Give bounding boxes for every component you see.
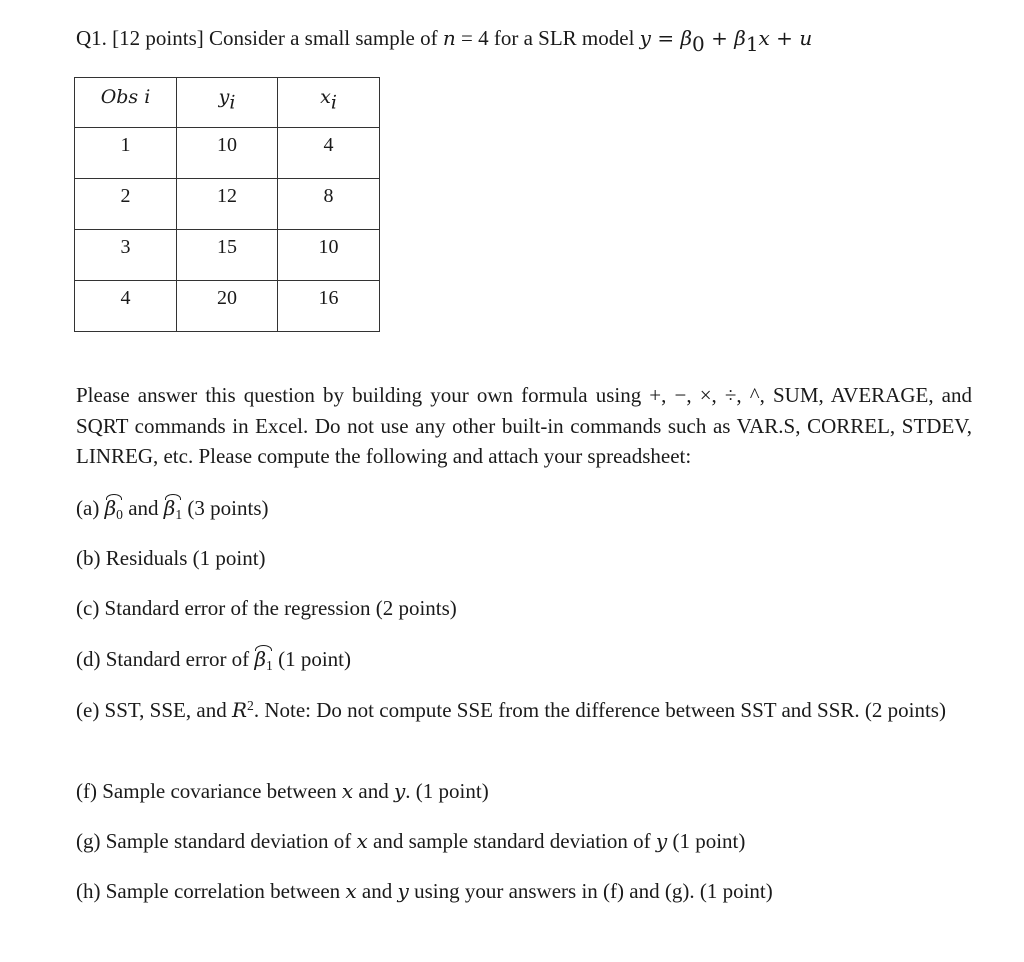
- model-u: u: [799, 26, 813, 50]
- cell-x: 16: [278, 281, 380, 332]
- item-c: (c) Standard error of the regression (2 points): [76, 596, 457, 620]
- cell-y: 10: [177, 128, 278, 179]
- item-f: (f) Sample covariance between x and y. (1 point): [76, 779, 489, 803]
- header-y: $y_i$: [177, 78, 278, 128]
- beta0-symbol: β: [680, 26, 693, 50]
- cell-x: 10: [278, 230, 380, 281]
- cell-obs: 4: [75, 281, 177, 332]
- table-row: [75, 230, 380, 281]
- beta1-hat: $\beta_1$: [254, 644, 272, 674]
- model-x: x: [758, 26, 770, 50]
- beta0-hat: $\beta_0$: [105, 493, 123, 523]
- beta1-subscript: 1: [745, 32, 759, 56]
- cell-obs: 2: [75, 179, 177, 230]
- cell-x: 8: [278, 179, 380, 230]
- beta1-symbol: β: [734, 26, 746, 50]
- n-variable: n: [442, 26, 456, 50]
- item-h: (h) Sample correlation between x and y using your answers in (f) and (g). (1 point): [76, 879, 773, 903]
- plus-sign: +: [704, 26, 735, 50]
- question-prefix: Q1. [12 points] Consider a small sample of: [76, 26, 443, 50]
- item-d: (d) Standard error of $\beta_1$ (1 point): [76, 644, 976, 674]
- cell-y: 20: [177, 281, 278, 332]
- item-a: (a) $\beta_0$ and $\beta_1$ (3 points): [76, 493, 976, 523]
- item-b: (b) Residuals (1 point): [76, 546, 266, 570]
- question-title: [76, 24, 813, 56]
- model-y: y: [639, 26, 651, 50]
- cell-obs: 1: [75, 128, 177, 179]
- table-row: [75, 179, 380, 230]
- item-g: (g) Sample standard deviation of x and sample standard deviation of y (1 point): [76, 829, 746, 853]
- data-table: [74, 77, 380, 332]
- model-equals: =: [650, 26, 681, 50]
- instructions-paragraph: Please answer this question by building your own formula using +, −, ×, ÷, ^, SUM, AVERAGE, and SQRT commands in Excel. Do not use any other built-in commands such as VAR.S, CORREL, STDEV, LINREG, etc. Please compute the following and attach your spreadsheet:: [76, 383, 972, 468]
- beta1-hat: $\beta_1$: [164, 493, 182, 523]
- table-header-row: [75, 78, 380, 128]
- header-obs: Obs i: [75, 78, 177, 128]
- cell-obs: 3: [75, 230, 177, 281]
- cell-y: 15: [177, 230, 278, 281]
- beta0-subscript: 0: [692, 32, 705, 56]
- cell-x: 4: [278, 128, 380, 179]
- table-row: [75, 128, 380, 179]
- table-row: [75, 281, 380, 332]
- n-equals: = 4 for a SLR model: [455, 26, 640, 50]
- cell-y: 12: [177, 179, 278, 230]
- header-x: $x_i$: [278, 78, 380, 128]
- plus-sign: +: [769, 26, 800, 50]
- item-e: (e) SST, SSE, and $R^2$. Note: Do not compute SSE from the difference between SST and SSR. (2 points): [76, 698, 946, 722]
